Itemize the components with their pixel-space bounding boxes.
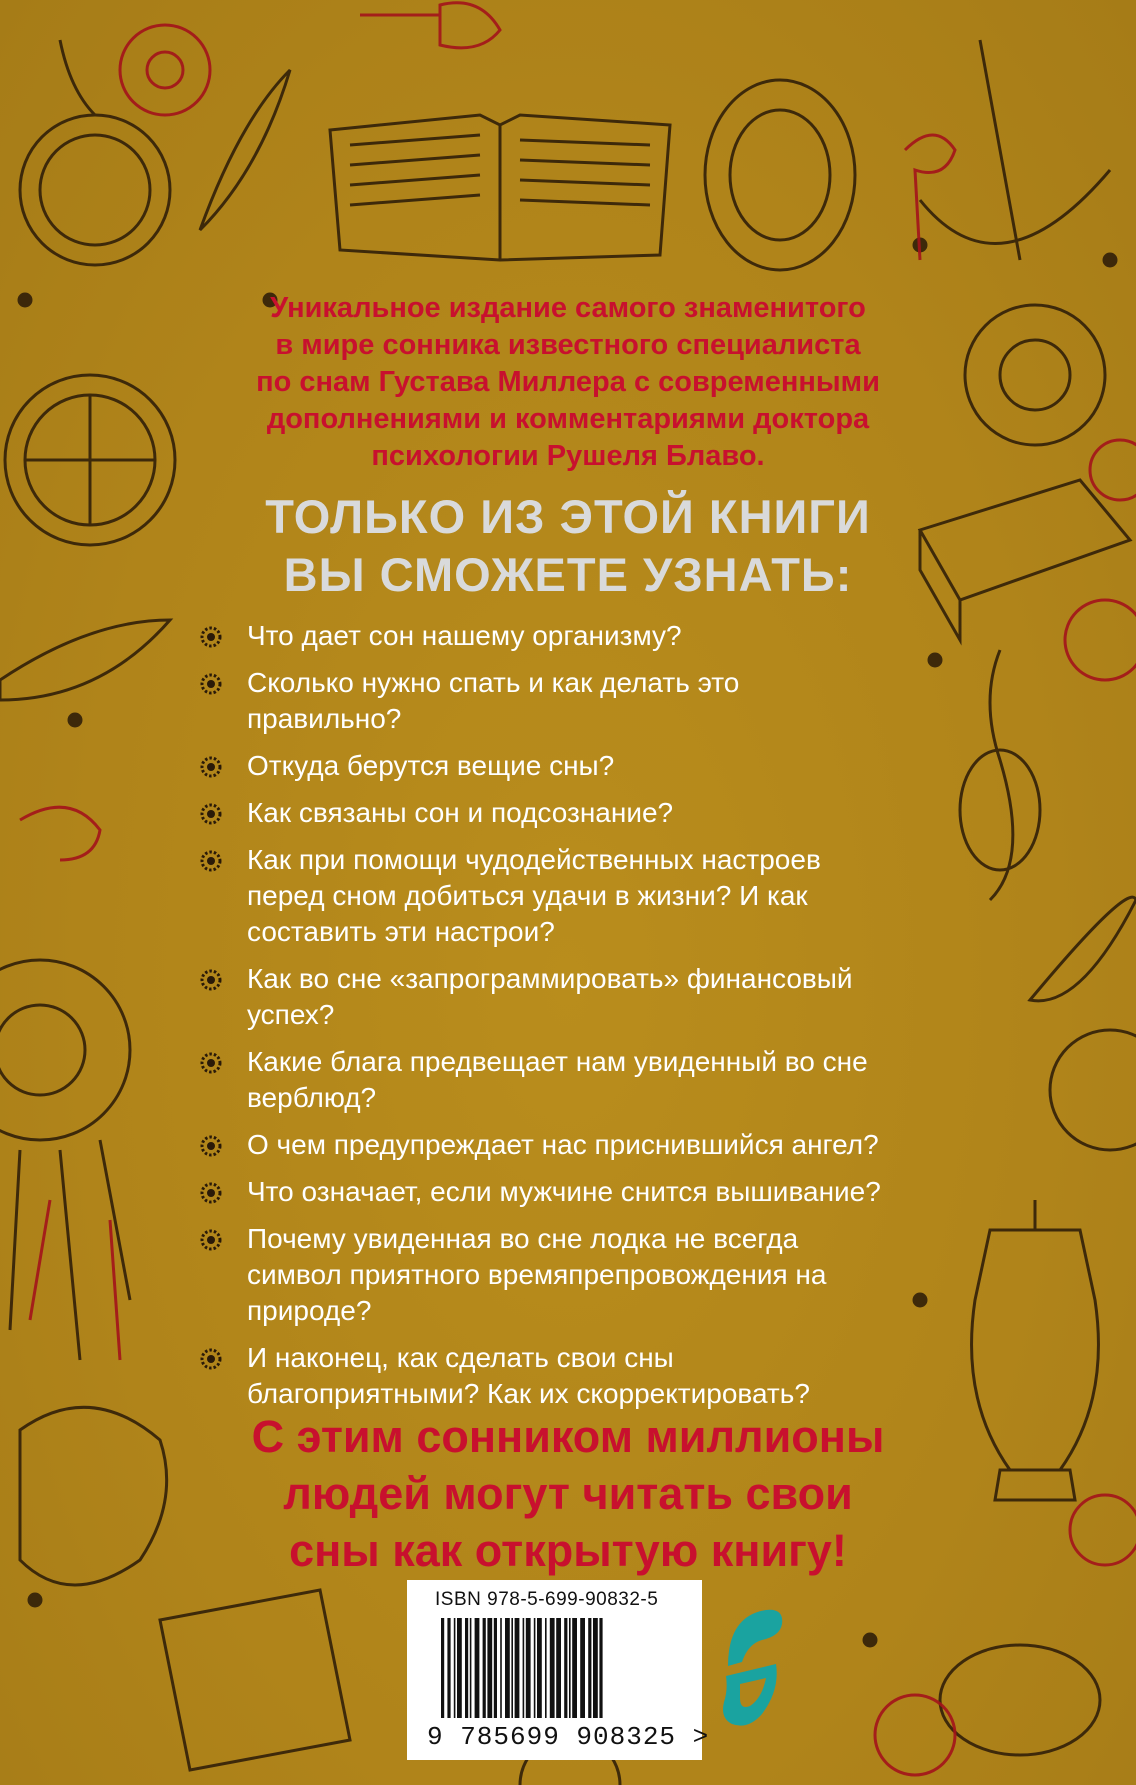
earring-icon [990,650,1013,900]
question-line: И наконец, как сделать свои сны [247,1342,674,1373]
question-line: составить эти настрои? [247,916,555,947]
barcode-bar [556,1618,561,1718]
closing-line: С этим сонником миллионы [251,1411,885,1462]
lantern-icon [972,1230,1099,1470]
barcode-panel [407,1580,710,1760]
question-line: успех? [247,999,335,1030]
barcode-bar [545,1618,547,1718]
red-ring-icon [20,807,100,860]
question-line: символ приятного времяпрепровождения на [247,1259,827,1290]
gear-icon [965,305,1105,445]
headline-line: ТОЛЬКО ИЗ ЭТОЙ КНИГИ [265,490,871,543]
closing-line: сны как открытую книгу! [289,1525,847,1576]
intro-line: в мире сонника известного специалиста [275,329,861,361]
question-item [200,665,980,737]
leather-book-icon [160,1590,350,1770]
barcode-bar [470,1618,472,1718]
barcode-icon [441,1618,673,1718]
question-line: Как связаны сон и подсознание? [247,797,674,828]
gear-bullet-icon [200,969,222,991]
barcode-bar [475,1618,480,1718]
intro-text [200,290,936,475]
intro-line: Уникальное издание самого знаменитого [270,292,866,324]
gear-bullet-icon [200,673,222,695]
barcode-bar [457,1618,462,1718]
question-line: природе? [247,1295,372,1326]
barcode-bar [500,1618,502,1718]
question-item [200,618,980,654]
barcode-bar [515,1618,520,1718]
question-line: О чем предупреждает нас приснившийся ангел? [247,1129,879,1160]
question-item [200,961,980,1033]
barcode-bar [593,1618,598,1718]
barcode-bar [526,1618,531,1718]
question-item [200,842,980,950]
barcode-bar [564,1618,567,1718]
question-line: Почему увиденная во сне лодка не всегда [247,1223,799,1254]
red-gear-icon [120,25,210,115]
question-item [200,1174,980,1210]
intro-line: дополнениями и комментариями доктора [266,403,870,435]
gear-bullet-icon [200,626,222,648]
barcode-bar [537,1618,542,1718]
closing-line: людей могут читать свои [283,1468,853,1519]
intro-line: по снам Густава Миллера с современными [256,366,880,398]
feather-quill-icon [200,70,290,230]
intro-line: психологии Рушеля Блаво. [371,440,765,472]
question-line: Как во сне «запрограммировать» финансовый [247,963,853,994]
barcode-bar [494,1618,497,1718]
barcode-bar [454,1618,456,1718]
red-key-icon-2 [905,135,955,260]
gear-bullet-icon [200,803,222,825]
barcode-bar [505,1618,510,1718]
question-line: перед сном добиться удачи в жизни? И как [247,880,808,911]
red-gear-icon-3 [875,1695,955,1775]
barcode-bar [511,1618,513,1718]
feather-icon [0,620,170,700]
question-line: верблюд? [247,1082,377,1113]
question-list [200,618,980,1423]
barcode-bar [465,1618,468,1718]
barcode-bar [447,1618,450,1718]
barcode-bar [572,1618,577,1718]
gear-bullet-icon [200,1135,222,1157]
barcode-bar [483,1618,486,1718]
gear-bullet-icon [200,756,222,778]
question-line: Что дает сон нашему организму? [247,620,682,651]
question-line: Что означает, если мужчине снится вышивание? [247,1176,881,1207]
gear-bullet-icon [200,1229,222,1251]
feather-icon-2 [1030,897,1136,1001]
question-item [200,748,980,784]
question-line: Как при помощи чудодейственных настроев [247,844,821,875]
barcode-bar [487,1618,492,1718]
gear-bullet-icon [200,850,222,872]
red-gear-icon-2 [1065,600,1136,680]
gear-icon-2 [1050,1030,1136,1150]
barcode-bar [534,1618,536,1718]
question-line: благоприятными? Как их скорректировать? [247,1378,810,1409]
red-key-icon [360,3,500,48]
barcode-bar [588,1618,591,1718]
anchor-icon [920,40,1110,260]
question-item [200,795,980,831]
barcode-bar [523,1618,525,1718]
headline [200,488,936,604]
question-item [200,1340,980,1412]
publisher-logo-icon [718,1606,786,1734]
ring-icon [940,1645,1100,1755]
closing-slogan [190,1408,946,1579]
closed-book-icon [920,480,1130,640]
barcode-bar [599,1618,602,1718]
question-line: Откуда берутся вещие сны? [247,750,615,781]
brooch-icon [20,1407,167,1585]
question-line: правильно? [247,703,402,734]
question-item [200,1127,980,1163]
question-line: Какие блага предвещает нам увиденный во сне [247,1046,868,1077]
gear-bullet-icon [200,1182,222,1204]
barcode-digits: 9 785699 908325 > [427,1722,710,1752]
amulet-icon [20,115,170,265]
isbn-label: ISBN 978-5-699-90832-5 [435,1589,659,1610]
question-item [200,1044,980,1116]
barcode-bar [441,1618,444,1718]
dreamcatcher-icon [0,960,130,1140]
gear-bullet-icon [200,1052,222,1074]
gear-bullet-icon [200,1348,222,1370]
barcode-bar [550,1618,555,1718]
question-item [200,1221,980,1329]
headline-line: ВЫ СМОЖЕТЕ УЗНАТЬ: [283,548,853,601]
barcode-bar [580,1618,585,1718]
barcode-bar [569,1618,571,1718]
question-line: Сколько нужно спать и как делать это [247,667,740,698]
